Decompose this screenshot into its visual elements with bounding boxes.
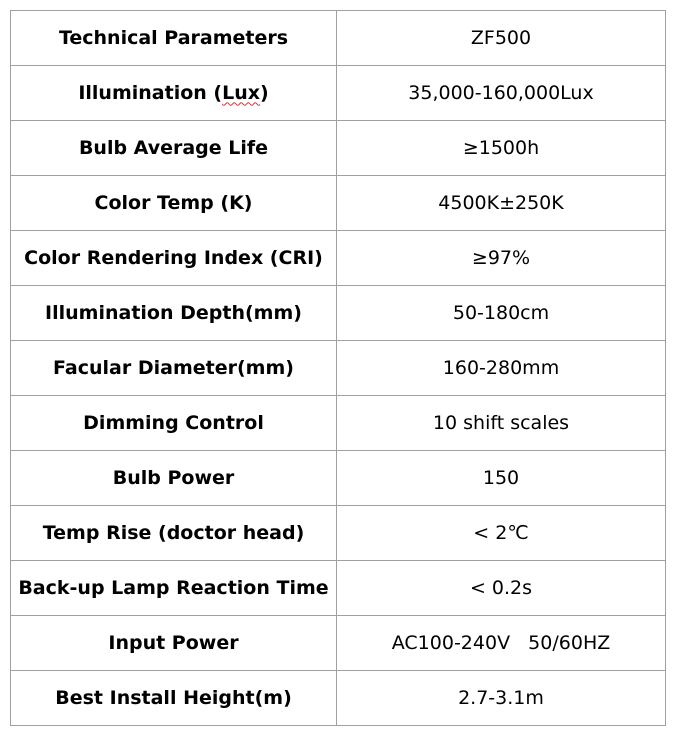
param-value: 35,000-160,000Lux xyxy=(337,66,666,121)
param-label: Color Rendering Index (CRI) xyxy=(11,231,337,286)
param-value: 150 xyxy=(337,451,666,506)
param-value: 4500K±250K xyxy=(337,176,666,231)
table-row xyxy=(11,671,666,726)
table-row xyxy=(11,616,666,671)
param-value: ZF500 xyxy=(337,11,666,66)
table-row xyxy=(11,231,666,286)
param-value: 50-180cm xyxy=(337,286,666,341)
table-row xyxy=(11,11,666,66)
table-row xyxy=(11,451,666,506)
param-value: 10 shift scales xyxy=(337,396,666,451)
param-label: Dimming Control xyxy=(11,396,337,451)
param-value: AC100-240V 50/60HZ xyxy=(337,616,666,671)
param-label: Facular Diameter(mm) xyxy=(11,341,337,396)
param-label: Illumination Depth(mm) xyxy=(11,286,337,341)
table-row xyxy=(11,121,666,176)
technical-parameters-table xyxy=(10,10,666,726)
param-label xyxy=(11,66,337,121)
param-label: Technical Parameters xyxy=(11,11,337,66)
param-label: Temp Rise (doctor head) xyxy=(11,506,337,561)
table-row xyxy=(11,506,666,561)
param-value: < 2℃ xyxy=(337,506,666,561)
param-value: 160-280mm xyxy=(337,341,666,396)
table-row xyxy=(11,341,666,396)
param-label-suffix: ) xyxy=(259,81,269,104)
param-label-prefix: Illumination ( xyxy=(78,81,223,104)
param-label: Best Install Height(m) xyxy=(11,671,337,726)
param-value: 2.7-3.1m xyxy=(337,671,666,726)
param-label: Input Power xyxy=(11,616,337,671)
table-row xyxy=(11,396,666,451)
table-row xyxy=(11,66,666,121)
spellcheck-flagged-word: Lux xyxy=(222,81,260,104)
table-row xyxy=(11,286,666,341)
table-row xyxy=(11,561,666,616)
table-row xyxy=(11,176,666,231)
param-value: ≥1500h xyxy=(337,121,666,176)
param-value: < 0.2s xyxy=(337,561,666,616)
param-value: ≥97% xyxy=(337,231,666,286)
param-label: Color Temp (K) xyxy=(11,176,337,231)
param-label: Bulb Power xyxy=(11,451,337,506)
param-label: Back-up Lamp Reaction Time xyxy=(11,561,337,616)
param-label: Bulb Average Life xyxy=(11,121,337,176)
